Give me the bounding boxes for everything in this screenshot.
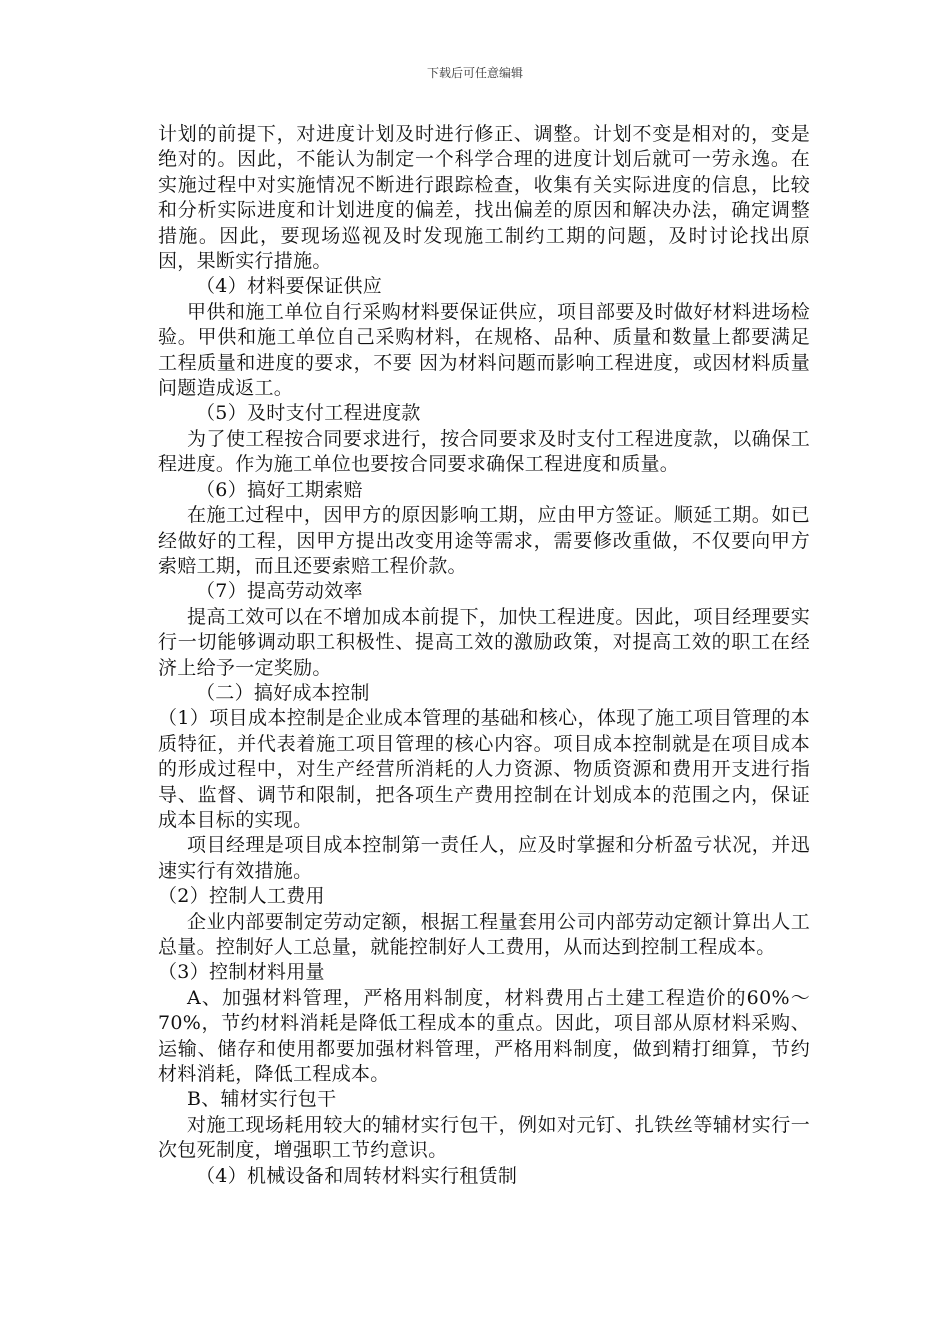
document-body (158, 122, 810, 1189)
section-heading: （4）机械设备和周转材料实行租赁制 (196, 1164, 518, 1187)
paragraph: 甲供和施工单位自行采购材料要保证供应，项目部要及时做好材料进场检验。甲供和施工单位自己采购材料，在规格、品种、质量和数量上都要满足工程质量和进度的要求，不要 因为材料问题而影响工程进度，或因材料质量问题造成返工。 (158, 300, 810, 400)
sub-heading: B、辅材实行包干 (187, 1088, 337, 1111)
paragraph: A、加强材料管理，严格用料制度，材料费用占土建工程造价的60%～70%，节约材料消耗是降低工程成本的重点。因此，项目部从原材料采购、运输、储存和使用都要加强材料管理，严格用料制度，做到精打细算，节约材料消耗，降低工程成本。 (158, 986, 810, 1086)
paragraph: 企业内部要制定劳动定额，根据工程量套用公司内部劳动定额计算出人工总量。控制好人工总量，就能控制好人工费用，从而达到控制工程成本。 (158, 910, 810, 958)
paragraph: 在施工过程中，因甲方的原因影响工期，应由甲方签证。顺延工期。如已经做好的工程，因甲方提出改变用途等需求，需要修改重做，不仅要向甲方索赔工期，而且还要索赔工程价款。 (158, 504, 810, 577)
paragraph: 为了使工程按合同要求进行，按合同要求及时支付工程进度款，以确保工程进度。作为施工单位也要按合同要求确保工程进度和质量。 (158, 427, 810, 476)
section-heading: （2）控制人工费用 (158, 885, 325, 908)
paragraph: 提高工效可以在不增加成本前提下，加快工程进度。因此，项目经理要实行一切能够调动职工积极性、提高工效的激励政策，对提高工效的职工在经济上给予一定奖励。 (158, 605, 810, 679)
paragraph: （1）项目成本控制是企业成本管理的基础和核心，体现了施工项目管理的本质特征，并代表着施工项目管理的核心内容。项目成本控制就是在项目成本的形成过程中，对生产经营所消耗的人力资源、物质资源和费用开支进行指导、监督、调节和限制，把各项生产费用控制在计划成本的范围之内，保证成本目标的实现。 (158, 707, 810, 831)
page-header: 下载后可任意编辑 (426, 66, 523, 80)
paragraph: 对施工现场耗用较大的辅材实行包干，例如对元钉、扎铁丝等辅材实行一次包死制度，增强职工节约意识。 (158, 1113, 810, 1162)
section-heading: （7）提高劳动效率 (196, 580, 363, 603)
section-heading: （6）搞好工期索赔 (196, 478, 363, 501)
section-heading: （二）搞好成本控制 (196, 681, 370, 704)
paragraph: 计划的前提下，对进度计划及时进行修正、调整。计划不变是相对的，变是绝对的。因此，不能认为制定一个科学合理的进度计划后就可一劳永逸。在实施过程中对实施情况不断进行跟踪检查，收集有关实际进度的信息，比较和分析实际进度和计划进度的偏差，找出偏差的原因和解决办法，确定调整措施。因此，要现场巡视及时发现施工制约工期的问题，及时讨论找出原因，果断实行措施。 (158, 123, 810, 273)
section-heading: （3）控制材料用量 (158, 961, 325, 984)
section-heading: （4）材料要保证供应 (196, 275, 383, 298)
section-heading: （5）及时支付工程进度款 (196, 402, 421, 425)
paragraph: 项目经理是项目成本控制第一责任人，应及时掌握和分析盈亏状况，并迅速实行有效措施。 (158, 834, 810, 882)
